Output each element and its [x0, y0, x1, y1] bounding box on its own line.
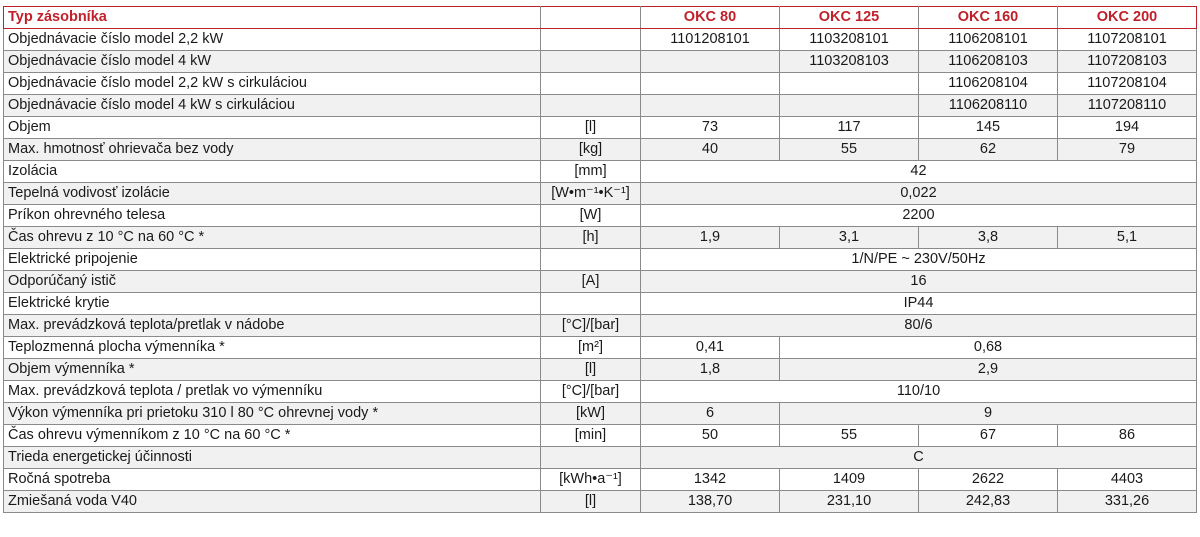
table-row	[4, 425, 1197, 447]
row-value: C	[641, 447, 1197, 469]
row-value: 86	[1058, 425, 1197, 447]
row-unit: [h]	[541, 227, 641, 249]
row-value: 62	[919, 139, 1058, 161]
row-value: 2,9	[780, 359, 1197, 381]
table-row	[4, 337, 1197, 359]
table-body	[4, 29, 1197, 513]
row-value: 1342	[641, 469, 780, 491]
row-value: 1103208101	[780, 29, 919, 51]
row-value: 80/6	[641, 315, 1197, 337]
row-value: 231,10	[780, 491, 919, 513]
row-value: 194	[1058, 117, 1197, 139]
table-row	[4, 271, 1197, 293]
row-value: IP44	[641, 293, 1197, 315]
row-label: Príkon ohrevného telesa	[4, 205, 541, 227]
row-label: Max. hmotnosť ohrievača bez vody	[4, 139, 541, 161]
row-value: 1409	[780, 469, 919, 491]
row-value: 1107208104	[1058, 73, 1197, 95]
row-value: 55	[780, 139, 919, 161]
row-label: Elektrické krytie	[4, 293, 541, 315]
table-row	[4, 117, 1197, 139]
table-row	[4, 51, 1197, 73]
row-value: 2200	[641, 205, 1197, 227]
row-unit: [mm]	[541, 161, 641, 183]
row-unit: [min]	[541, 425, 641, 447]
table-row	[4, 249, 1197, 271]
spec-table	[3, 6, 1197, 513]
row-unit: [l]	[541, 117, 641, 139]
row-value: 1106208101	[919, 29, 1058, 51]
table-row	[4, 205, 1197, 227]
row-value	[780, 95, 919, 117]
table-row	[4, 73, 1197, 95]
row-label: Max. prevádzková teplota / pretlak vo výmenníku	[4, 381, 541, 403]
header-model: OKC 160	[919, 7, 1058, 29]
row-unit: [kW]	[541, 403, 641, 425]
row-label: Objednávacie číslo model 4 kW s cirkuláciou	[4, 95, 541, 117]
row-unit	[541, 95, 641, 117]
row-value: 1,8	[641, 359, 780, 381]
row-value: 4403	[1058, 469, 1197, 491]
row-label: Max. prevádzková teplota/pretlak v nádobe	[4, 315, 541, 337]
row-value: 1101208101	[641, 29, 780, 51]
header-row	[4, 7, 1197, 29]
table-row	[4, 491, 1197, 513]
table-row	[4, 183, 1197, 205]
row-unit: [°C]/[bar]	[541, 381, 641, 403]
row-value: 1107208101	[1058, 29, 1197, 51]
header-label: Typ zásobníka	[4, 7, 541, 29]
row-label: Objem výmenníka *	[4, 359, 541, 381]
table-row	[4, 161, 1197, 183]
row-unit: [l]	[541, 359, 641, 381]
row-unit	[541, 29, 641, 51]
row-value: 0,41	[641, 337, 780, 359]
row-value: 0,68	[780, 337, 1197, 359]
table-row	[4, 95, 1197, 117]
row-value: 6	[641, 403, 780, 425]
row-value: 50	[641, 425, 780, 447]
row-value: 55	[780, 425, 919, 447]
row-value: 145	[919, 117, 1058, 139]
header-model: OKC 125	[780, 7, 919, 29]
row-value: 1106208104	[919, 73, 1058, 95]
row-value: 1/N/PE ~ 230V/50Hz	[641, 249, 1197, 271]
row-unit: [°C]/[bar]	[541, 315, 641, 337]
row-value: 0,022	[641, 183, 1197, 205]
row-label: Objednávacie číslo model 2,2 kW	[4, 29, 541, 51]
row-label: Čas ohrevu z 10 °C na 60 °C *	[4, 227, 541, 249]
row-value: 331,26	[1058, 491, 1197, 513]
header-unit	[541, 7, 641, 29]
row-value	[641, 73, 780, 95]
table-row	[4, 381, 1197, 403]
row-unit: [A]	[541, 271, 641, 293]
row-value: 3,8	[919, 227, 1058, 249]
row-value	[780, 73, 919, 95]
row-unit: [W]	[541, 205, 641, 227]
row-label: Odporúčaný istič	[4, 271, 541, 293]
row-label: Objednávacie číslo model 2,2 kW s cirkuláciou	[4, 73, 541, 95]
header-model: OKC 80	[641, 7, 780, 29]
row-value: 42	[641, 161, 1197, 183]
header-model: OKC 200	[1058, 7, 1197, 29]
row-value: 242,83	[919, 491, 1058, 513]
row-value	[641, 95, 780, 117]
table-row	[4, 447, 1197, 469]
row-unit	[541, 51, 641, 73]
row-unit: [W•m⁻¹•K⁻¹]	[541, 183, 641, 205]
table-row	[4, 469, 1197, 491]
row-value	[641, 51, 780, 73]
row-unit: [l]	[541, 491, 641, 513]
row-value: 73	[641, 117, 780, 139]
table-header	[4, 7, 1197, 29]
row-value: 1107208103	[1058, 51, 1197, 73]
table-row	[4, 293, 1197, 315]
row-unit	[541, 293, 641, 315]
row-value: 16	[641, 271, 1197, 293]
row-value: 3,1	[780, 227, 919, 249]
row-value: 5,1	[1058, 227, 1197, 249]
row-value: 2622	[919, 469, 1058, 491]
row-unit	[541, 249, 641, 271]
row-value: 67	[919, 425, 1058, 447]
row-label: Izolácia	[4, 161, 541, 183]
row-label: Elektrické pripojenie	[4, 249, 541, 271]
row-label: Výkon výmenníka pri prietoku 310 l 80 °C ohrevnej vody *	[4, 403, 541, 425]
row-label: Zmiešaná voda V40	[4, 491, 541, 513]
row-value: 1,9	[641, 227, 780, 249]
row-value: 1106208103	[919, 51, 1058, 73]
row-unit	[541, 73, 641, 95]
row-label: Objednávacie číslo model 4 kW	[4, 51, 541, 73]
row-label: Tepelná vodivosť izolácie	[4, 183, 541, 205]
table-row	[4, 359, 1197, 381]
row-label: Ročná spotreba	[4, 469, 541, 491]
row-value: 117	[780, 117, 919, 139]
row-label: Trieda energetickej účinnosti	[4, 447, 541, 469]
row-value: 1107208110	[1058, 95, 1197, 117]
table-row	[4, 315, 1197, 337]
row-value: 40	[641, 139, 780, 161]
row-value: 79	[1058, 139, 1197, 161]
row-label: Objem	[4, 117, 541, 139]
row-value: 138,70	[641, 491, 780, 513]
row-value: 1103208103	[780, 51, 919, 73]
row-unit: [kWh•a⁻¹]	[541, 469, 641, 491]
table-row	[4, 139, 1197, 161]
row-value: 1106208110	[919, 95, 1058, 117]
row-unit	[541, 447, 641, 469]
row-label: Teplozmenná plocha výmenníka *	[4, 337, 541, 359]
table-row	[4, 403, 1197, 425]
table-row	[4, 29, 1197, 51]
row-unit: [m²]	[541, 337, 641, 359]
row-value: 9	[780, 403, 1197, 425]
row-unit: [kg]	[541, 139, 641, 161]
row-value: 110/10	[641, 381, 1197, 403]
row-label: Čas ohrevu výmenníkom z 10 °C na 60 °C *	[4, 425, 541, 447]
table-row	[4, 227, 1197, 249]
